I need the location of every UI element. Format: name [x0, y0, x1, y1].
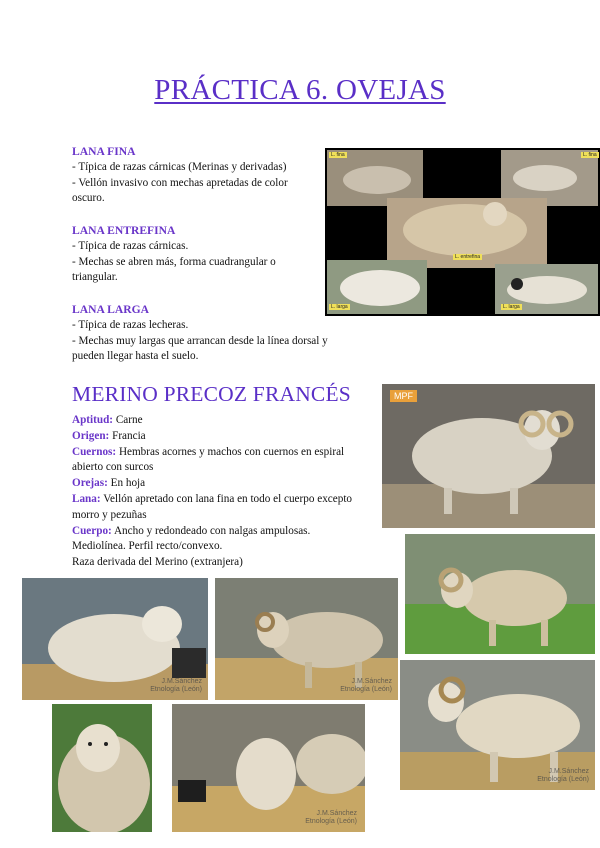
- page-title: PRÁCTICA 6. OVEJAS: [154, 74, 446, 106]
- ram-straw-photo: [215, 578, 398, 700]
- section-line: - Mechas se abren más, forma cuadrangular o triangular.: [72, 255, 276, 284]
- watermark: J.M.Sánchez Etnología (León): [305, 810, 357, 825]
- section-heading: LANA LARGA: [72, 303, 149, 316]
- section-line: - Típica de razas cárnicas.: [72, 240, 189, 252]
- watermark: J.M.Sánchez Etnología (León): [340, 678, 392, 693]
- section-line: - Vellón invasivo con mechas apretadas de color oscuro.: [72, 176, 288, 205]
- watermark: J.M.Sánchez Etnología (León): [537, 768, 589, 783]
- wool-collage-image: [325, 148, 600, 316]
- sheep-face-photo: [52, 704, 152, 832]
- section-line: - Típica de razas lecheras.: [72, 319, 189, 331]
- ram-photo-mpf: [382, 384, 595, 528]
- section-heading: LANA FINA: [72, 145, 136, 158]
- ram-closeup-photo: [400, 660, 595, 790]
- section-heading: LANA ENTREFINA: [72, 224, 176, 237]
- breed-field-origen: Origen: Francia: [72, 429, 146, 442]
- sheep-pen-photo-1: [22, 578, 208, 700]
- sheep-group-photo: [172, 704, 365, 832]
- breed-info: [72, 413, 377, 571]
- section-line: - Mechas muy largas que arrancan desde la línea dorsal y pueden llegar hasta el suelo.: [72, 334, 328, 363]
- breed-extra-line: Raza derivada del Merino (extranjera): [72, 556, 243, 569]
- breed-badge: MPF: [390, 390, 417, 402]
- section-line: - Típica de razas cárnicas (Merinas y derivadas): [72, 161, 287, 173]
- section-lana-entrefina: [72, 223, 322, 286]
- collage-label: L. fina: [583, 152, 597, 158]
- breed-title: MERINO PRECOZ FRANCÉS: [72, 382, 351, 406]
- section-lana-fina: [72, 144, 322, 207]
- breed-field-aptitud: Aptitud: Carne: [72, 414, 143, 426]
- breed-field-orejas: Orejas: En hoja: [72, 477, 146, 490]
- breed-extra-line: Mediolínea. Perfil recto/convexo.: [72, 540, 223, 553]
- ram-grass-photo: [405, 534, 595, 654]
- collage-label: L. larga: [503, 304, 520, 310]
- collage-label: L. entrefina: [455, 254, 481, 260]
- breed-field-cuernos: Cuernos: Hembras acornes y machos con cuernos en espiral abierto con surcos: [72, 445, 345, 474]
- section-lana-larga: [72, 302, 362, 365]
- collage-label: L. larga: [331, 304, 348, 310]
- watermark: J.M.Sánchez Etnología (León): [150, 678, 202, 693]
- collage-label: L. fina: [331, 152, 345, 158]
- breed-field-lana: Lana: Vellón apretado con lana fina en todo el cuerpo excepto morro y pezuñas: [72, 492, 353, 521]
- breed-field-cuerpo: Cuerpo: Ancho y redondeado con nalgas ampulosas.: [72, 524, 311, 537]
